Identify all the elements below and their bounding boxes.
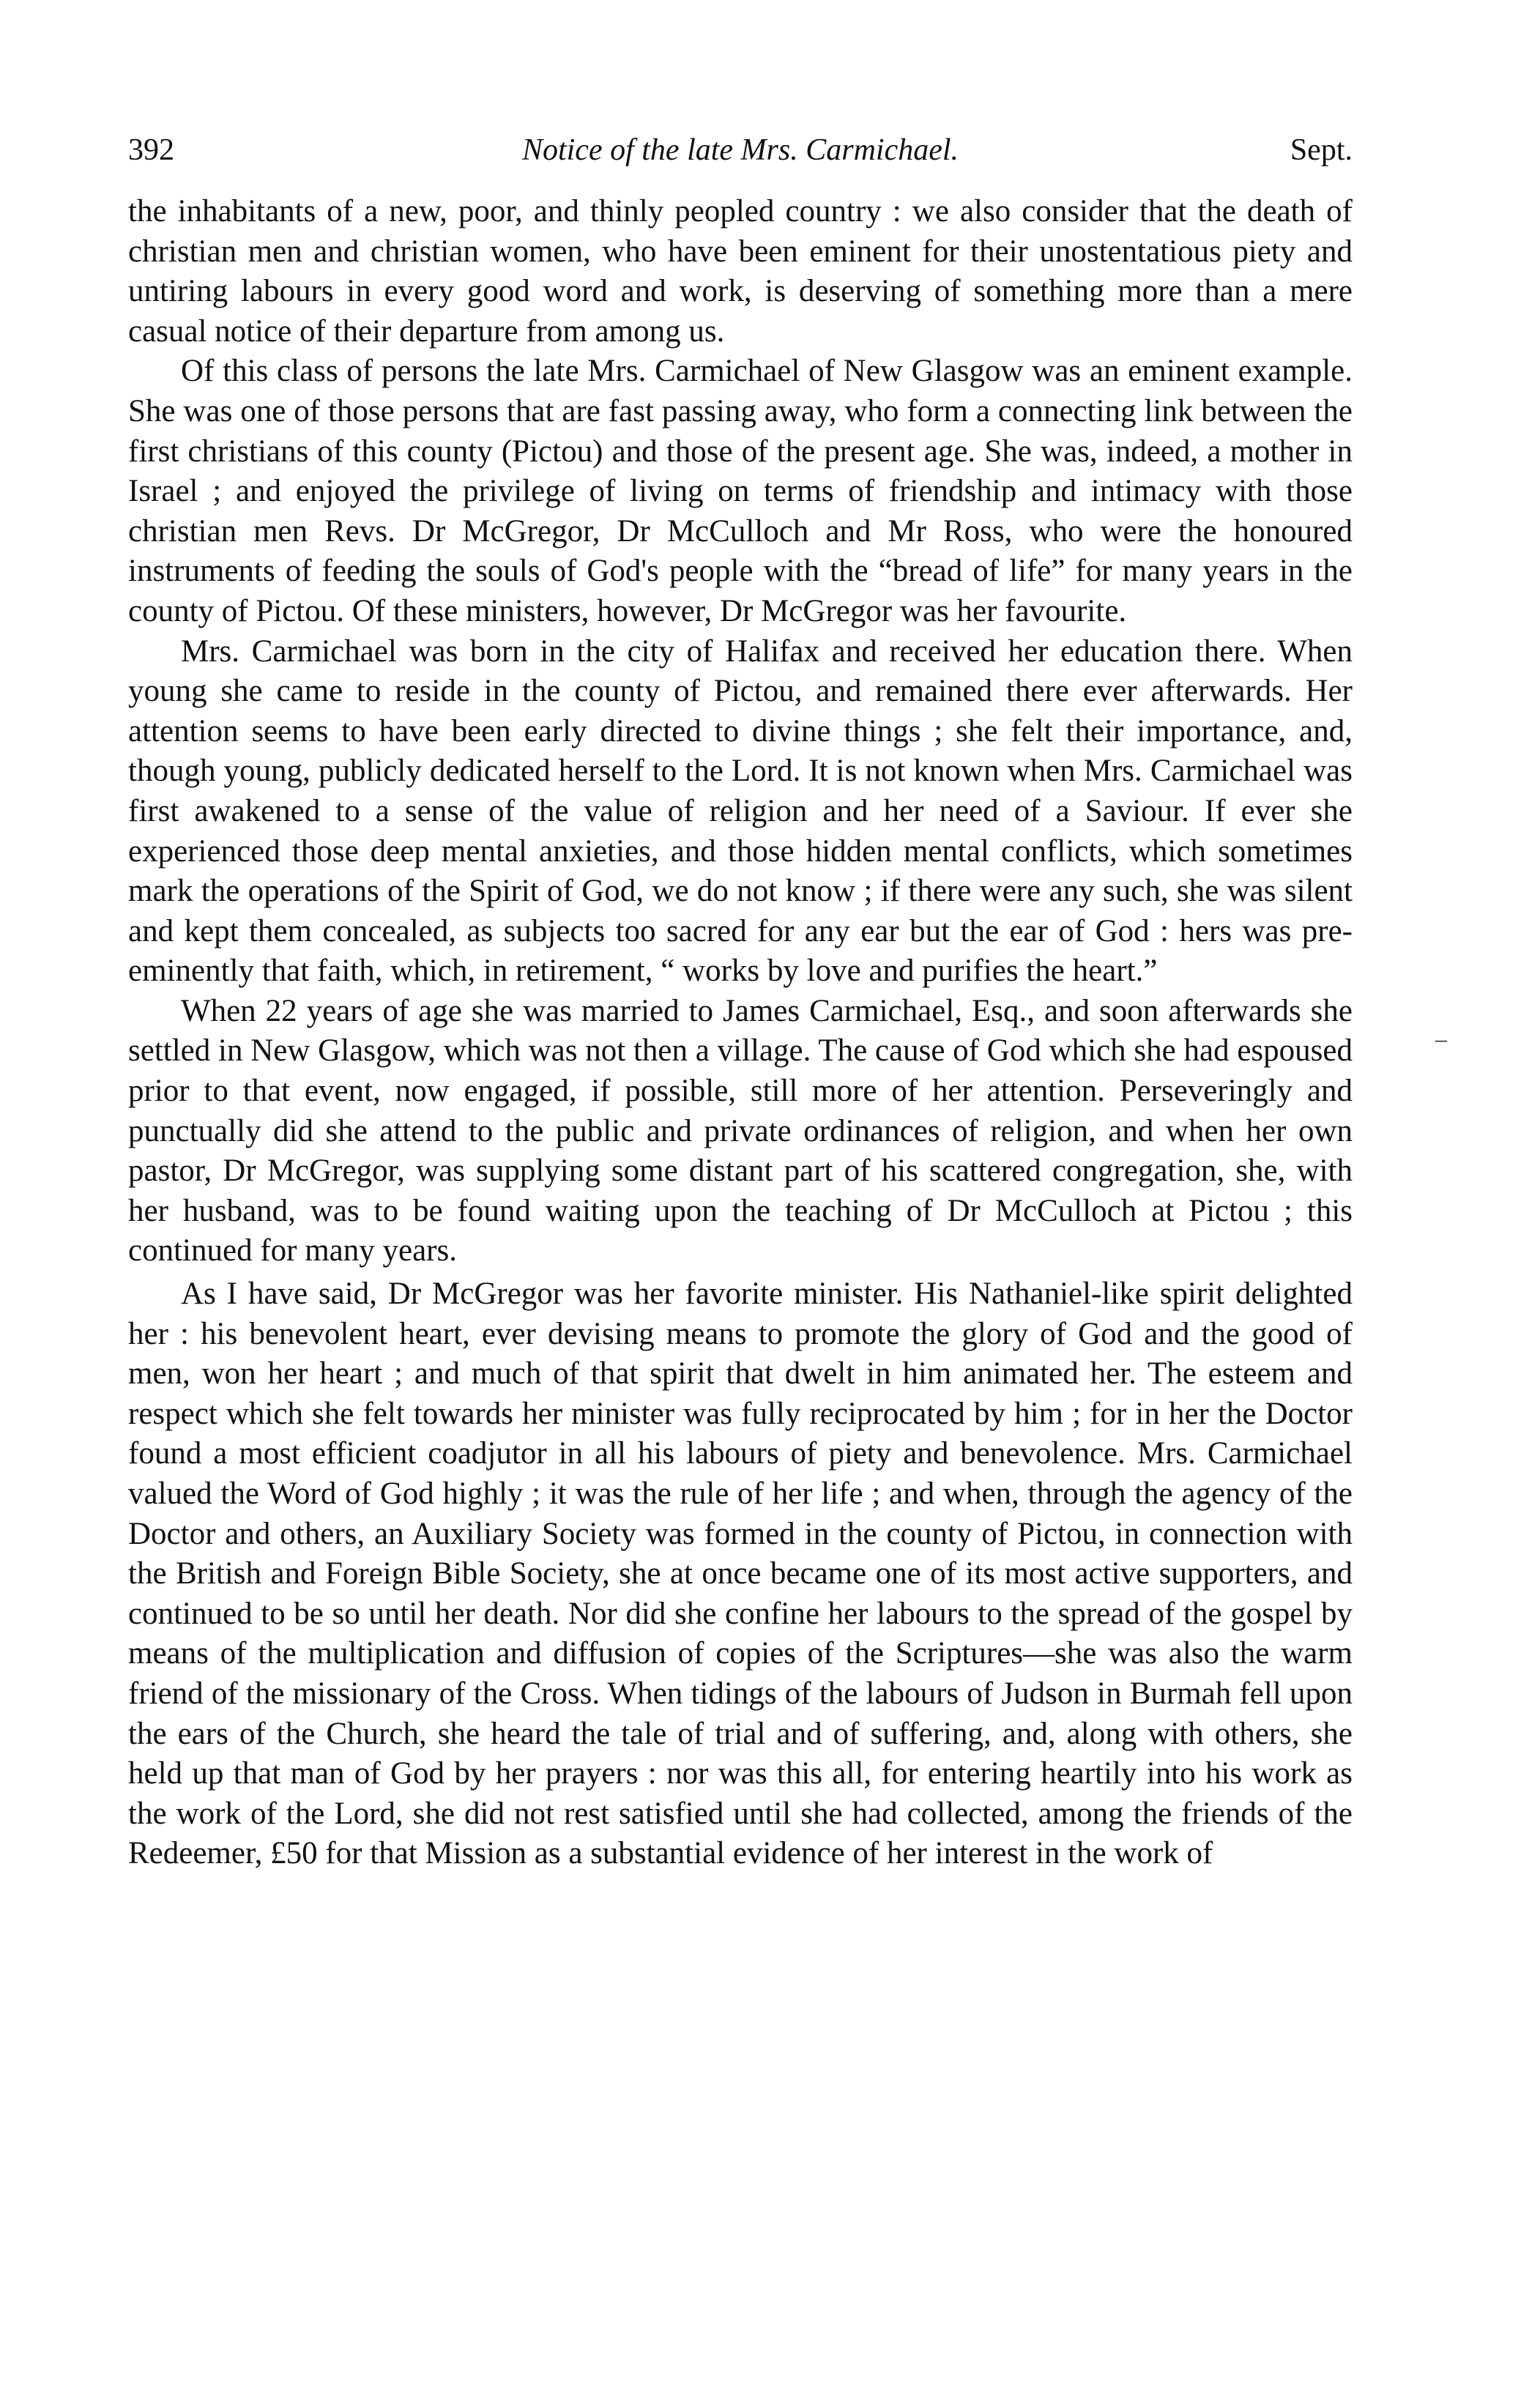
paragraph-birth: Mrs. Carmichael was born in the city of Halifax and received her education there. When young she came to reside in the county of Pictou, and remained there ever afterwards. Her attention seems to have been early directed to divine things ; she felt their importance, and, though young, publicly dedicated herself to the Lord. It is not known when Mrs. Carmichael was first awakened to a sense of the value of religion and her need of a Saviour. If ever she experienced those deep mental anxieties, and those hidden mental conflicts, which sometimes mark the operations of the Spirit of God, we do not know ; if there were any such, she was silent and kept them concealed, as subjects too sacred for any ear but the ear of God : hers was pre-eminently that faith, which, in retirement, “ works by love and purifies the heart.” (128, 634, 1353, 989)
paragraph-marriage: When 22 years of age she was married to James Carmichael, Esq., and soon afterwards she settled in New Glasgow, which was not then a village. The cause of God which she had espoused prior to that event, now engaged, if possible, still more of her attention. Perseveringly and punctually did she attend to the public and private ordinances of religion, and when her own pastor, Dr McGregor, was supplying some distant part of his scattered congregation, she, with her husband, was to be found waiting upon the teaching of Dr McCulloch at Pictou ; this continued for many years. (128, 993, 1353, 1268)
margin-dash-mark: – (1435, 1025, 1447, 1052)
page-header (128, 125, 1353, 176)
running-title: Notice of the late Mrs. Carmichael. (521, 133, 959, 167)
paragraph-example: Of this class of persons the late Mrs. Carmichael of New Glasgow was an eminent example. She was one of those persons that are fast passing away, who form a connecting link between the first christians of this county (Pictou) and those of the present age. She was, indeed, a mother in Israel ; and enjoyed the privilege of living on terms of friendship and intimacy with those christian men Revs. Dr McGregor, Dr McCulloch and Mr Ross, who were the honoured instruments of feeding the souls of God's people with the “bread of life” for many years in the county of Pictou. Of these ministers, however, Dr McGregor was her favourite. (128, 354, 1353, 628)
running-month: Sept. (1290, 133, 1353, 167)
article-body (128, 192, 1353, 1874)
page-number: 392 (128, 133, 174, 167)
paragraph-minister: As I have said, Dr McGregor was her favorite minister. His Nathaniel-like spirit delighted her : his benevolent heart, ever devising means to promote the glory of God and the good of men, won her heart ; and much of that spirit that dwelt in him animated her. The esteem and respect which she felt towards her minister was fully reciprocated by him ; for in her the Doctor found a most efficient coadjutor in all his labours of piety and benevolence. Mrs. Carmichael valued the Word of God highly ; it was the rule of her life ; and when, through the agency of the Doctor and others, an Auxiliary Society was formed in the county of Pictou, in connection with the British and Foreign Bible Society, she at once became one of its most active supporters, and continued to be so until her death. Nor did she confine her labours to the spread of the gospel by means of the multiplication and diffusion of copies of the Scriptures—she was also the warm friend of the missionary of the Cross. When tidings of the labours of Judson in Burmah fell upon the ears of the Church, she heard the tale of trial and of suffering, and, along with others, she held up that man of God by her prayers : nor was this all, for entering heartily into his work as the work of the Lord, she did not rest satisfied until she had collected, among the friends of the Redeemer, £50 for that Mission as a substantial evidence of her interest in the work of (128, 1277, 1353, 1871)
paragraph-continued: the inhabitants of a new, poor, and thinly peopled country : we also consider that the death of christian men and christian women, who have been eminent for their unostentatious piety and untiring labours in every good word and work, is deserving of something more than a mere casual notice of their departure from among us. (128, 194, 1353, 349)
